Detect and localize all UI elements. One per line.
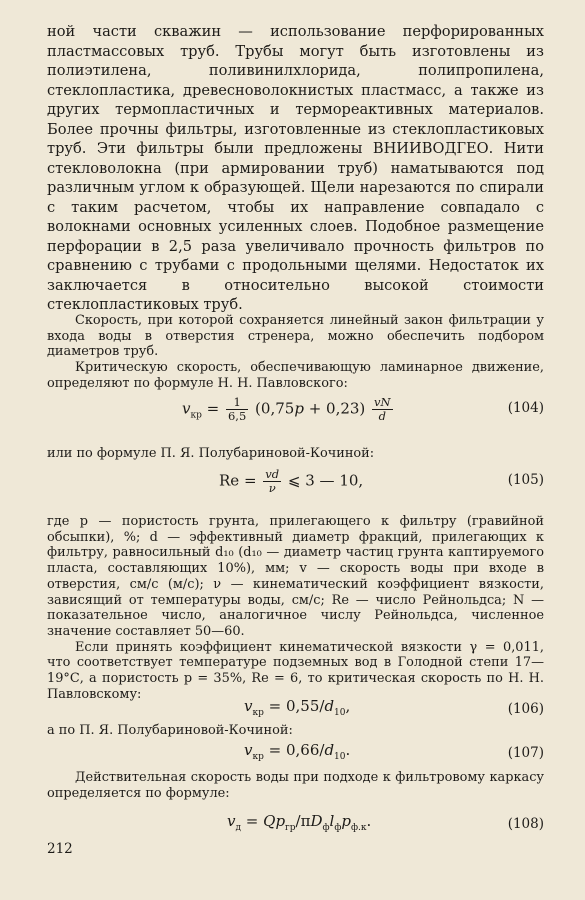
formula: $v_{кр} = 0,66/d_{10}$. bbox=[244, 741, 351, 762]
paragraph: Действительная скорость воды при подходе к фильтровому каркасу определяется по формуле: bbox=[47, 770, 544, 801]
formula: $v_{кр}$ = $\frac{1}{6,5}$ (0,75p + 0,23) $\frac{vN}{d}$ bbox=[182, 395, 391, 423]
paragraph: где p — пористость грунта, прилегающего к фильтру (гравийной обсыпки), %; d — эффективный диаметр фракций, прилегающих к фильтру, равносильный d₁₀ (d₁₀ — диаметр частиц грунта каптируемого пласта, составляющих 10%), мм; v — скорость воды при входе в отверстия, см/с (м/с); ν — кинематический коэффициент вязкости, зависящий от температуры воды, см/с; Re — число Рейнольдса; N — показательное число, аналогичное числу Рейнольдса, численное значение составляет 50—60. bbox=[47, 514, 544, 639]
formula: Re = $\frac{vd}{\nu}$ ⩽ 3 — 10, bbox=[219, 467, 364, 495]
paragraph: или по формуле П. Я. Полубариновой-Кочиной: bbox=[47, 446, 375, 461]
formula: $v_д = Qp_{гр}/\pi D_фl_фp_{ф.к}$. bbox=[227, 812, 372, 833]
text-block-velocity bbox=[47, 313, 544, 392]
paragraph: ной части скважин — использование перфорированных пластмассовых труб. Трубы могут быть изготовлены из полиэтилена, поливинилхлорида, полипропилена, стеклопластика, древесноволокнистых пластмасс, а также из других термопластичных и термореактивных материалов. Более прочны фильтры, изготовленные из стеклопластиковых труб. Эти фильтры были предложены ВНИИВОДГЕО. Нити стекловолокна (при армировании труб) наматываются под различным углом к образующей. Щели нарезаются по спирали с таким расчетом, чтобы их направление совпадало с волокнами основных усиленных слоев. Подобное размещение перфорации в 2,5 раза увеличивало прочность фильтров по сравнению с трубами с продольными щелями. Недостаток их заключается в относительно высокой стоимости стеклопластиковых труб. bbox=[47, 23, 544, 313]
text-block-top bbox=[47, 22, 544, 315]
page-number: 212 bbox=[47, 841, 73, 857]
paragraph: Скорость, при которой сохраняется линейный закон фильтрации у входа воды в отверстия стренера, можно обеспечить подбором диаметров труб. bbox=[47, 313, 544, 360]
equation-105 bbox=[47, 468, 544, 498]
formula: $v_{кр} = 0,55/d_{10}$, bbox=[244, 697, 351, 718]
equation-number: (104) bbox=[507, 400, 544, 416]
paragraph: а по П. Я. Полубариновой-Кочиной: bbox=[47, 723, 293, 738]
equation-number: (107) bbox=[507, 745, 544, 761]
text-line bbox=[47, 446, 544, 462]
equation-104 bbox=[47, 396, 544, 426]
paragraph: Критическую скорость, обеспечивающую ламинарное движение, определяют по формуле Н. Н. Павловского: bbox=[47, 360, 544, 391]
equation-number: (105) bbox=[507, 472, 544, 488]
text-block-actual-velocity bbox=[47, 770, 544, 801]
paragraph: Если принять коэффициент кинематической вязкости γ = 0,011, что соответствует температуре подземных вод в Голодной степи 17—19°С, а пористость p = 35%, Re = 6, то критическая скорость по Н. Н. Павловскому: bbox=[47, 639, 544, 702]
text-line bbox=[47, 723, 544, 739]
equation-number: (106) bbox=[507, 701, 544, 717]
text-block-definitions bbox=[47, 514, 544, 702]
equation-108 bbox=[47, 812, 544, 842]
equation-107 bbox=[47, 741, 544, 771]
equation-number: (108) bbox=[507, 816, 544, 832]
